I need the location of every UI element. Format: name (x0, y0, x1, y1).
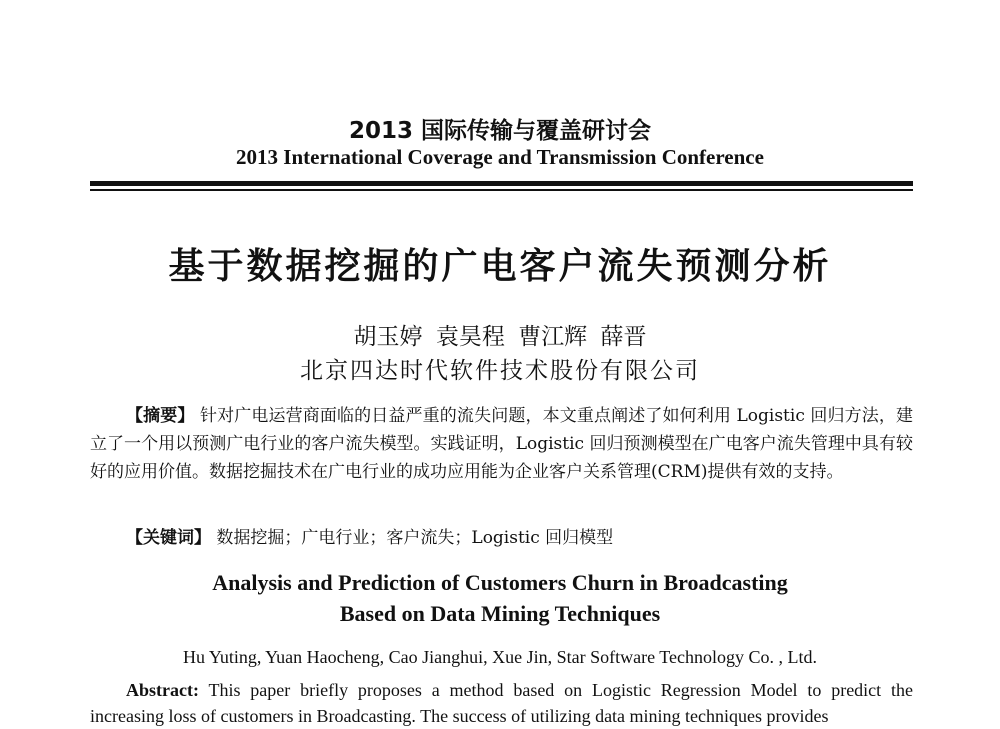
abstract-label-cn: 【摘要】 (126, 406, 195, 426)
authors-cn: 胡玉婷 袁昊程 曹江辉 薛晋 (353, 324, 647, 350)
keywords-cn (126, 524, 913, 552)
paper-title-cn: 基于数据挖掘的广电客户流失预测分析 (168, 246, 832, 287)
paper-title-en-line1: Analysis and Prediction of Customers Churn in Broadcasting (212, 570, 788, 595)
header-rule-thin (90, 189, 913, 191)
abstract-en (90, 677, 913, 729)
abstract-text-cn: 针对广电运营商面临的日益严重的流失问题，本文重点阐述了如何利用 Logistic 回归方法，建立了一个用以预测广电行业的客户流失模型。实践证明，Logistic 回归预测模型在广电客户流失管理中具有较好的应用价值。数据挖掘技术在广电行业的成功应用能为企业客户关系管理(CRM)提供有效的支持。 (90, 406, 914, 482)
paper-title-en (0, 567, 1000, 629)
affiliation-cn: 北京四达时代软件技术股份有限公司 (300, 358, 700, 384)
abstract-label-en: Abstract: (126, 680, 199, 700)
abstract-cn (90, 402, 913, 486)
abstract-text-en: This paper briefly proposes a method based on Logistic Regression Model to predict the increasing loss of customers in Broadcasting. The success of utilizing data mining techniques provides (90, 680, 913, 726)
authors-en: Hu Yuting, Yuan Haocheng, Cao Jianghui, Xue Jin, Star Software Technology Co. , Ltd. (183, 647, 817, 667)
keywords-text-cn: 数据挖掘；广电行业；客户流失；Logistic 回归模型 (216, 528, 614, 548)
header-rule-thick (90, 181, 913, 186)
conference-name-en: 2013 International Coverage and Transmission Conference (236, 145, 764, 169)
conference-name-cn: 2013 国际传输与覆盖研讨会 (348, 118, 652, 144)
keywords-label-cn: 【关键词】 (126, 528, 211, 548)
paper-title-en-line2: Based on Data Mining Techniques (339, 601, 661, 626)
